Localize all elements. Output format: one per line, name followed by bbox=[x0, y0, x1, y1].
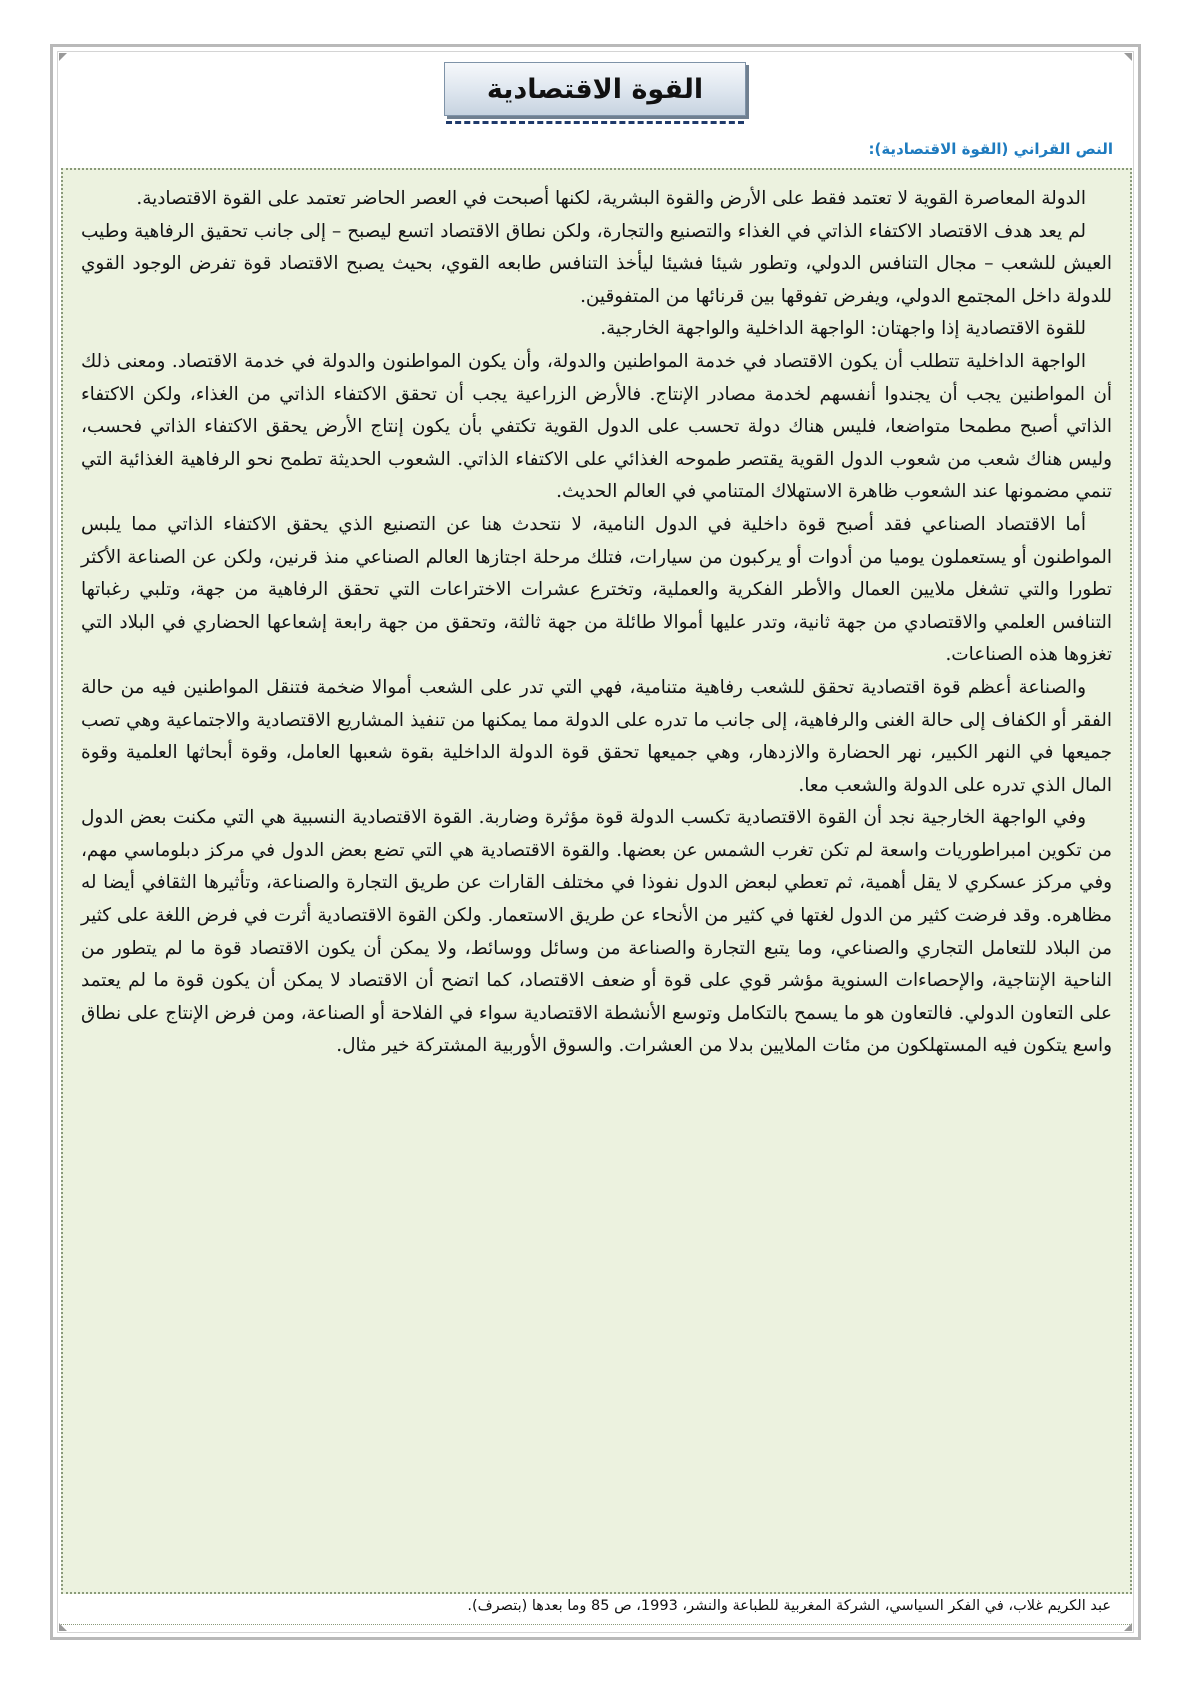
section-label: النص القراني (القوة الاقتصادية): bbox=[868, 140, 1113, 158]
text-box bbox=[61, 168, 1132, 1594]
paragraph-3: للقوة الاقتصادية إذا واجهتان: الواجهة الداخلية والواجهة الخارجية. bbox=[600, 318, 1086, 340]
paragraph-6: والصناعة أعظم قوة اقتصادية تحقق للشعب رفاهية متنامية، فهي التي تدر على الشعب أموالا ضخمة فتنقل المواطنين فيه من حالة الفقر أو الكفاف إلى حالة الغنى والرفاهية، إلى جانب ما تدره على الدولة مما يمكنها من تنفيذ المشاريع الاقتصادية والاجتماعية وهي تصب جميعها في النهر الكبير، نهر الحضارة والازدهار، وهي جميعها تحقق قوة الدولة الداخلية بقوة شعبها العامل، وقوة أبحاثها العلمية وقوة المال الذي تدره على الدولة والشعب معا. bbox=[81, 676, 1112, 796]
paragraph-7: وفي الواجهة الخارجية نجد أن القوة الاقتصادية تكسب الدولة قوة مؤثرة وضاربة. القوة الاقتصادية النسبية هي التي مكنت بعض الدول من تكوين امبراطوريات واسعة لم تكن تغرب الشمس عن بعضها. والقوة الاقتصادية هي التي تضع بعض الدول في مركز دبلوماسي مهم، وفي مركز عسكري لا يقل أهمية، ثم تعطي لبعض الدول نفوذا في مختلف القارات عن طريق التجارة والصناعة، وتأثيرها الثقافي أيضا له مظاهره. وقد فرضت كثير من الدول لغتها في كثير من الأنحاء عن طريق الاستعمار. ولكن القوة الاقتصادية أثرت في فرض اللغة على كثير من البلاد للتعامل التجاري والصناعي، وما يتبع التجارة والصناعة من وسائل ووسائط، ولا يمكن أن يكون الاقتصاد قوة ما لم يتطور من الناحية الإنتاجية، والإحصاءات السنوية مؤشر قوي على قوة أو ضعف الاقتصاد، كما اتضح أن الاقتصاد لا يمكن أن يكون قوة ما لم يعتمد على التعاون الدولي. فالتعاون هو ما يسمح بالتكامل وتوسع الأنشطة الاقتصادية سواء في الفلاحة أو الصناعة، ومن فرض الإنتاج على نطاق واسع يتكون فيه المستهلكون من مئات الملايين بدلا من العشرات. والسوق الأوربية المشتركة خير مثال. bbox=[81, 807, 1112, 1057]
paragraph-5: أما الاقتصاد الصناعي فقد أصبح قوة داخلية في الدول النامية، لا نتحدث هنا عن التصنيع الذي يحقق الاكتفاء الذاتي مما يلبس المواطنون أو يستعملون يوميا من أدوات أو يركبون من سيارات، فتلك مرحلة اجتازها العالم الصناعي منذ قرنين، ولكن عن الصناعة الأكثر تطورا والتي تشغل ملايين العمال والأطر الفكرية والعملية، وتخترع عشرات الاختراعات التي تحقق الرفاهية من جهة، وتلبي رغباتها التنافس العلمي والاقتصادي من جهة ثانية، وتدر عليها أموالا طائلة من جهة ثالثة، وتحقق من جهة رابعة إشعاعها الحضاري في البلاد التي تغزوها هذه الصناعات. bbox=[81, 513, 1112, 666]
citation: عبد الكريم غلاب، في الفكر السياسي، الشركة المغربية للطباعة والنشر، 1993، ص 85 وما بعدها (بتصرف). bbox=[467, 1598, 1111, 1614]
paragraph-1: الدولة المعاصرة القوية لا تعتمد فقط على الأرض والقوة البشرية، لكنها أصبحت في العصر الحاضر تعتمد على القوة الاقتصادية. bbox=[136, 188, 1086, 209]
corner-ornament-icon bbox=[1124, 53, 1132, 61]
title-underline bbox=[446, 121, 744, 124]
corner-ornament-icon bbox=[59, 53, 67, 61]
page-title: القوة الاقتصادية bbox=[486, 73, 704, 105]
paragraph-2: لم يعد هدف الاقتصاد الاكتفاء الذاتي في الغذاء والتصنيع والتجارة، ولكن نطاق الاقتصاد اتسع ليصبح – إلى جانب تحقيق الرفاهية وطيب العيش للشعب – مجال التنافس الدولي، وتطور شيئا فشيئا ليأخذ التنافس طابعه القوي، بحيث يصبح الاقتصاد قوة تفرض الوجود القوي للدولة داخل المجتمع الدولي، ويفرض تفوقها بين قرنائها من المتفوقين. bbox=[81, 220, 1112, 307]
title-box bbox=[444, 62, 746, 116]
paragraph-4: الواجهة الداخلية تتطلب أن يكون الاقتصاد في خدمة المواطنين والدولة، وأن يكون المواطنون والدولة في خدمة الاقتصاد. ومعنى ذلك أن المواطنين يجب أن يجندوا أنفسهم لخدمة مصادر الإنتاج. فالأرض الزراعية يجب أن تحقق الاكتفاء الذاتي من الغذاء، ولكن الاكتفاء الذاتي أصبح مطمحا متواضعا، فليس هناك دولة تحسب على الدول القوية تكتفي بأن يكون إنتاج الأرض يحقق الاكتفاء الذاتي فحسب، وليس هناك شعب من شعوب الدول القوية يقتصر طموحه الغذائي على الاكتفاء الذاتي. الشعوب الحديثة تطمح نحو الرفاهية الغذائية التي تنمي مضمونها عند الشعوب ظاهرة الاستهلاك المتنامي في العالم الحديث. bbox=[81, 350, 1112, 503]
divider bbox=[61, 1624, 1132, 1625]
